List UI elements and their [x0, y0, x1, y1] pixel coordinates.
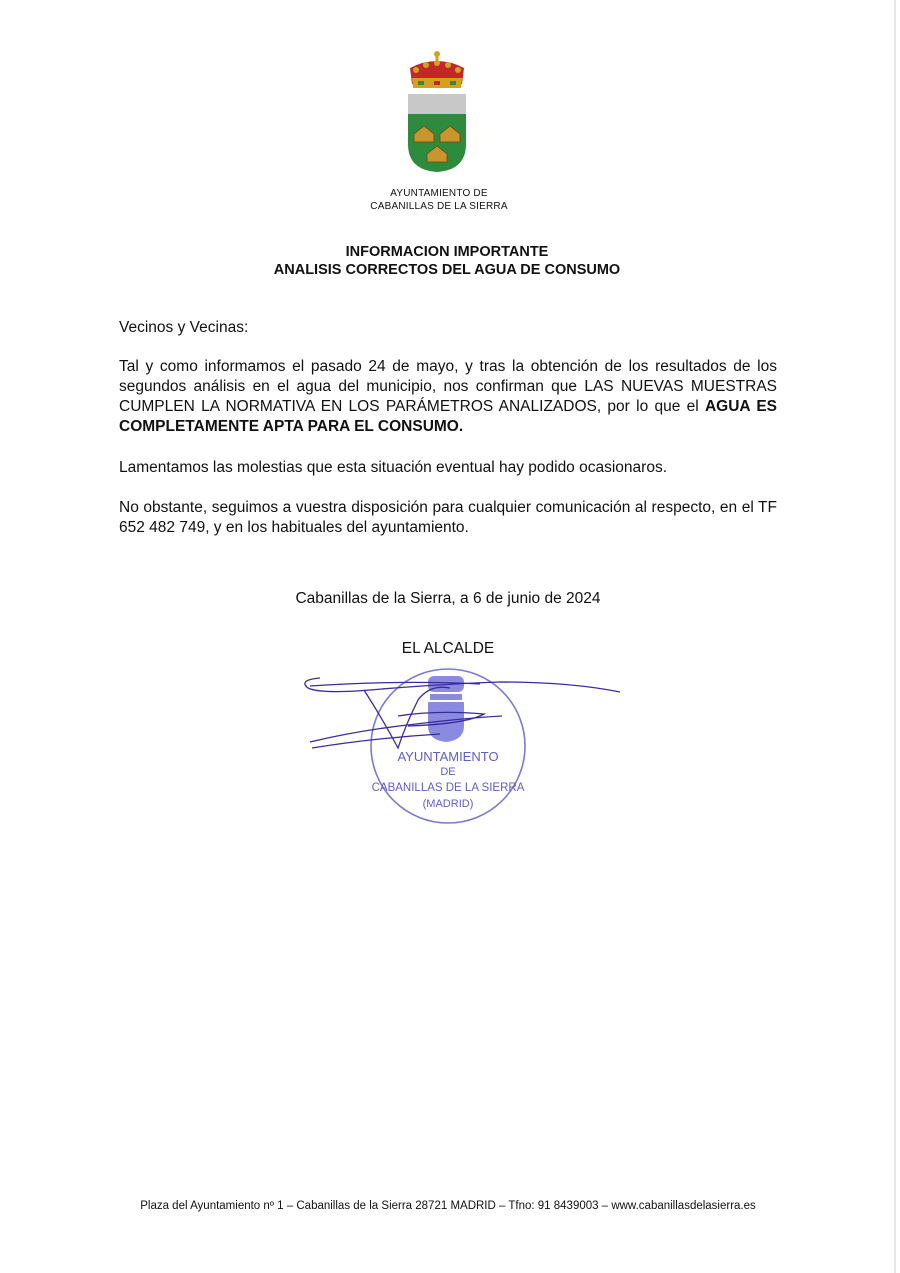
page-edge	[894, 0, 896, 1273]
signer-title: EL ALCALDE	[401, 640, 495, 657]
paragraph-results-text: Tal y como informamos el pasado 24 de mayo, y tras la obtención de los resultados de los segundos análisis en el agua del municipio, nos confirman que LAS NUEVAS MUESTRAS CUMPLEN LA NORMATIVA EN LOS PARÁMETROS ANALIZADOS, por lo que el	[119, 358, 777, 415]
title-line-2: ANALISIS CORRECTOS DEL AGUA DE CONSUMO	[273, 262, 621, 278]
title-line-1: INFORMACION IMPORTANTE	[345, 244, 549, 260]
place-date: Cabanillas de la Sierra, a 6 de junio de 2024	[295, 590, 601, 607]
org-line-2: CABANILLAS DE LA SIERRA	[370, 200, 508, 212]
org-line-1: AYUNTAMIENTO DE	[390, 188, 488, 199]
paragraph-contact: No obstante, seguimos a vuestra disposición para cualquier comunicación al respecto, en el TF 652 482 749, y en los habituales del ayuntamiento.	[119, 499, 777, 536]
stamp-line-1: AYUNTAMIENTO	[397, 749, 499, 764]
official-stamp	[290, 658, 630, 838]
paragraph-results-bold: AGUA ES COMPLETAMENTE APTA PARA EL CONSUMO.	[119, 398, 778, 435]
stamp-line-4: (MADRID)	[422, 798, 474, 810]
footer-address: Plaza del Ayuntamiento nº 1 – Cabanillas de la Sierra 28721 MADRID – Tfno: 91 8439003 – www.cabanillasdelasierra.es	[140, 1200, 756, 1212]
coat-of-arms-icon	[404, 48, 470, 176]
stamp-line-3: CABANILLAS DE LA SIERRA	[371, 782, 525, 794]
greeting: Vecinos y Vecinas:	[119, 319, 249, 336]
paragraph-apology: Lamentamos las molestias que esta situación eventual hay podido ocasionaros.	[119, 459, 667, 476]
paragraph-results	[119, 357, 777, 437]
organization-name	[340, 188, 538, 213]
stamp-line-2: DE	[440, 766, 456, 778]
document-title	[150, 243, 744, 279]
